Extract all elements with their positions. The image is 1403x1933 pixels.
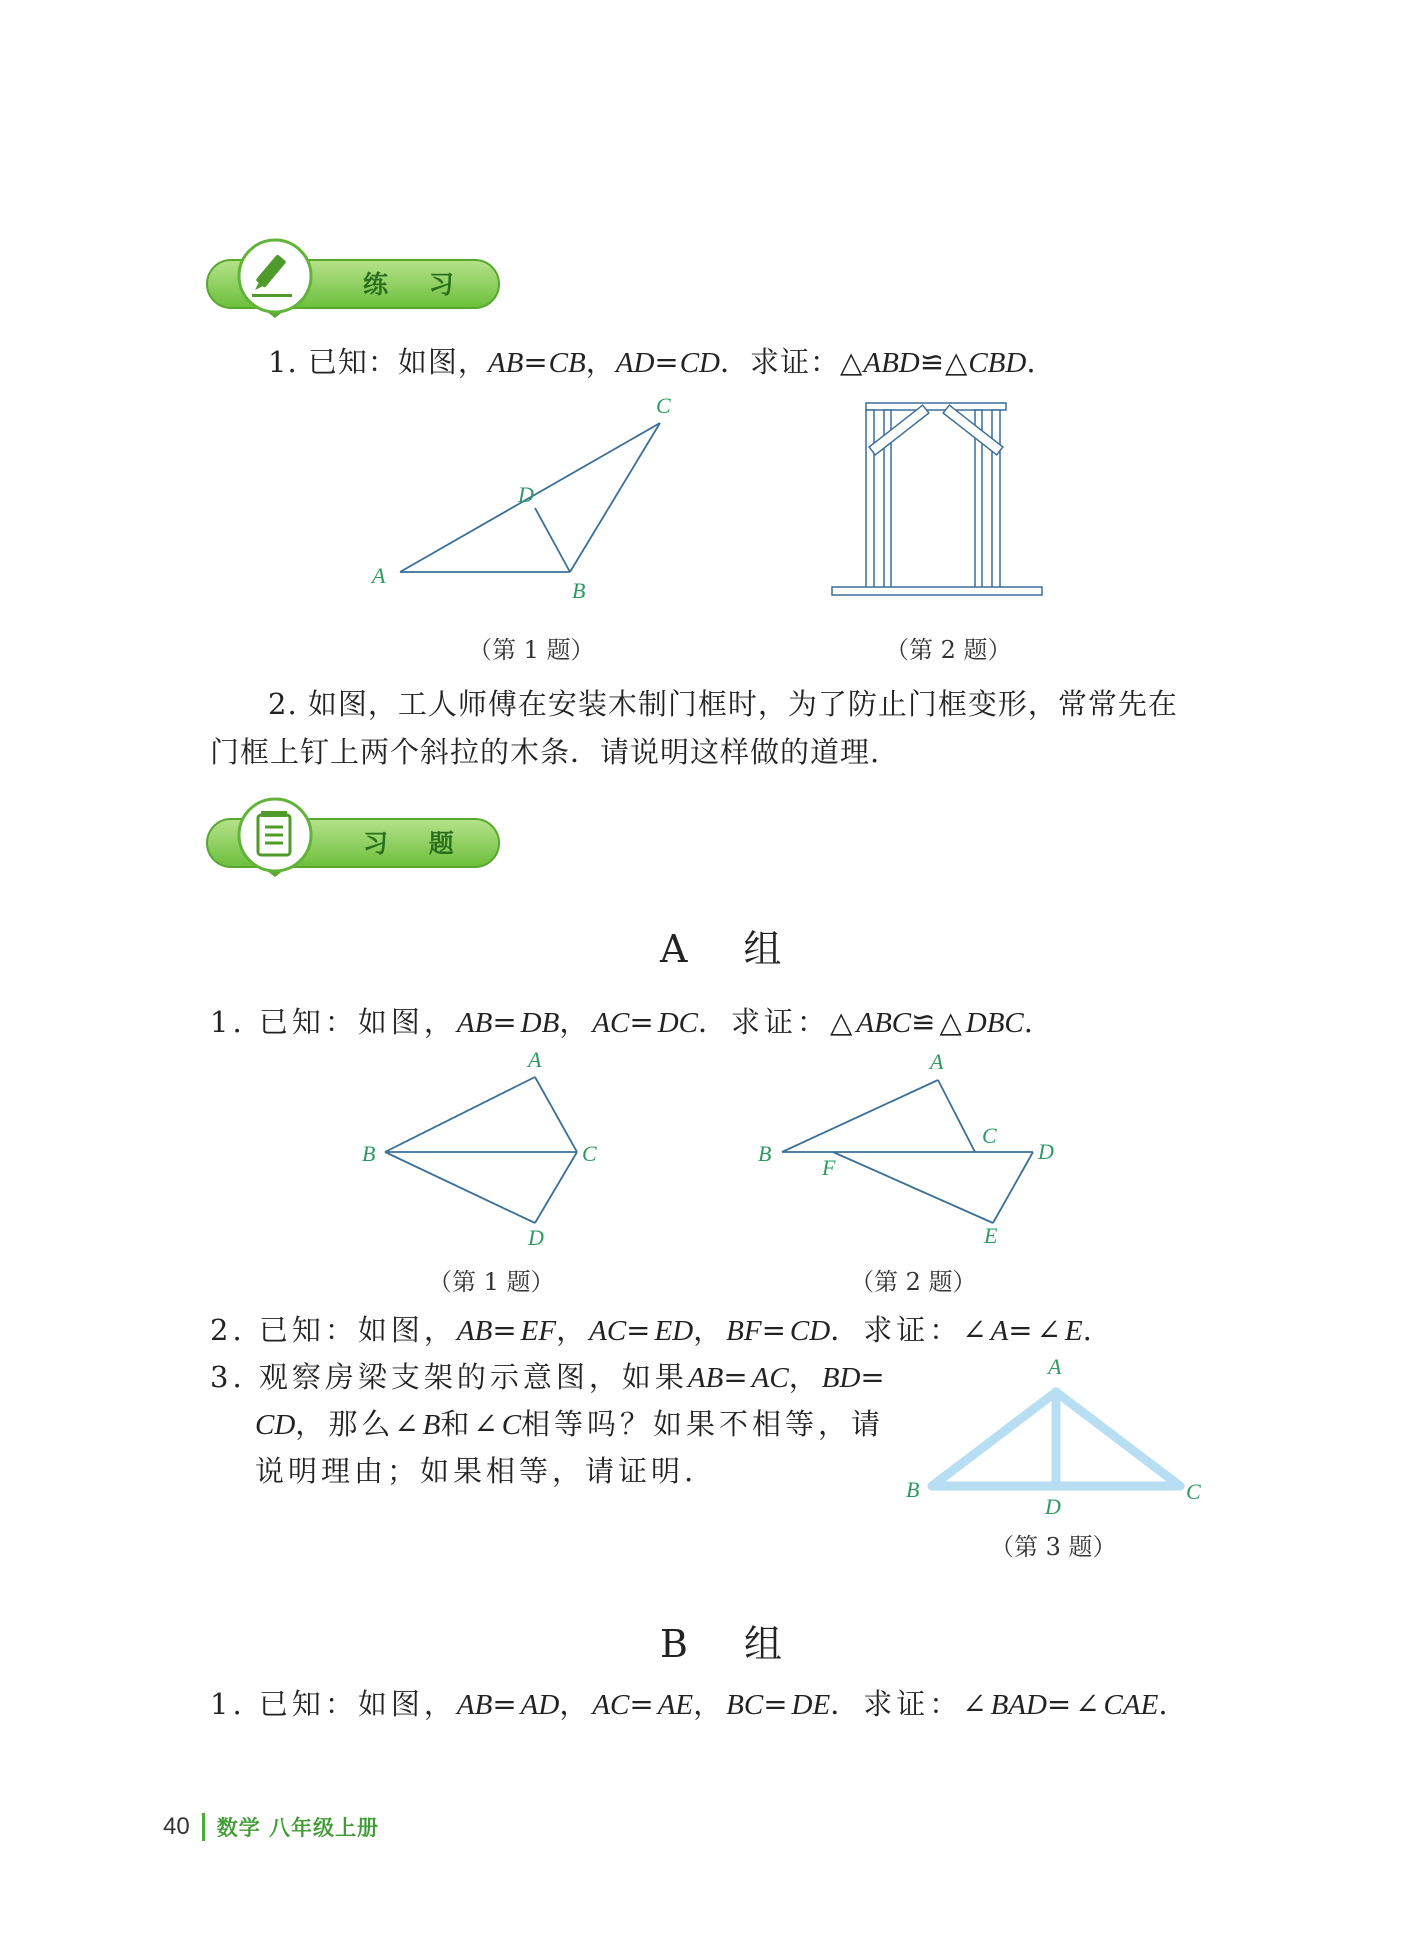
svg-text:B: B: [362, 1141, 376, 1166]
practice-header-label: 练 习: [363, 270, 470, 299]
svg-text:D: D: [1038, 1139, 1054, 1164]
group-a-q3-line3: 说明理由；如果相等，请证明.: [255, 1454, 698, 1488]
exercise-header-label: 习 题: [363, 829, 470, 858]
practice-figure-2-door-frame: [820, 395, 1060, 605]
group-b-title: B 组: [660, 1622, 805, 1666]
practice-figure-1: [360, 385, 700, 605]
group-a-q3-line2: CD，那么∠B和∠C相等吗？如果不相等，请: [255, 1407, 885, 1441]
svg-text:A: A: [1048, 1354, 1062, 1379]
group-a-figure-1-caption: （第 1 题）: [428, 1268, 555, 1296]
practice-header: [205, 238, 505, 336]
svg-text:C: C: [1186, 1479, 1201, 1504]
practice-q2-line1: 2. 如图，工人师傅在安装木制门框时，为了防止门框变形，常常先在: [268, 687, 1178, 721]
svg-text:A: A: [528, 1047, 542, 1072]
group-a-title: A 组: [660, 927, 804, 971]
footer-divider: [202, 1813, 205, 1841]
svg-text:C: C: [656, 393, 671, 418]
svg-text:B: B: [906, 1477, 920, 1502]
group-a-figure-3-caption: （第 3 题）: [990, 1533, 1117, 1561]
page-footer: [163, 1812, 379, 1842]
notepad-icon: [258, 811, 290, 855]
svg-text:D: D: [518, 482, 534, 507]
svg-text:A: A: [372, 563, 386, 588]
group-a-q1: 1. 已知：如图，AB=DB，AC=DC．求证：△ABC≌△DBC.: [210, 1005, 1037, 1039]
practice-q2-line2: 门框上钉上两个斜拉的木条．请说明这样做的道理.: [210, 735, 881, 769]
group-b-q1: 1. 已知：如图，AB=AD，AC=AE，BC=DE．求证：∠BAD=∠CAE.: [210, 1687, 1172, 1721]
group-a-figure-2-caption: （第 2 题）: [850, 1268, 977, 1296]
svg-text:D: D: [1045, 1494, 1061, 1519]
practice-figure-1-caption: （第 1 题）: [468, 636, 595, 664]
exercise-header: [205, 797, 505, 895]
svg-text:A: A: [930, 1049, 944, 1074]
svg-text:C: C: [982, 1123, 997, 1148]
svg-text:F: F: [822, 1155, 836, 1180]
svg-text:B: B: [572, 578, 586, 603]
practice-q1: 1. 已知：如图，AB=CB，AD=CD．求证：△ABD≌△CBD.: [268, 345, 1037, 379]
group-a-figure-2: [750, 1045, 1070, 1260]
svg-text:C: C: [582, 1141, 597, 1166]
group-a-q2: 2. 已知：如图，AB=EF，AC=ED，BF=CD．求证：∠A=∠E.: [210, 1313, 1096, 1347]
group-a-figure-1: [350, 1045, 620, 1260]
group-a-figure-3-roof-truss: [900, 1352, 1220, 1522]
svg-text:B: B: [758, 1141, 772, 1166]
svg-text:D: D: [528, 1225, 544, 1250]
practice-figure-2-caption: （第 2 题）: [885, 636, 1012, 664]
page-number: 40: [163, 1813, 190, 1840]
book-title: 数学 八年级上册: [216, 1816, 380, 1840]
group-a-q3-line1: 3. 观察房梁支架的示意图，如果AB=AC，BD=: [210, 1360, 889, 1394]
svg-text:E: E: [984, 1223, 998, 1248]
